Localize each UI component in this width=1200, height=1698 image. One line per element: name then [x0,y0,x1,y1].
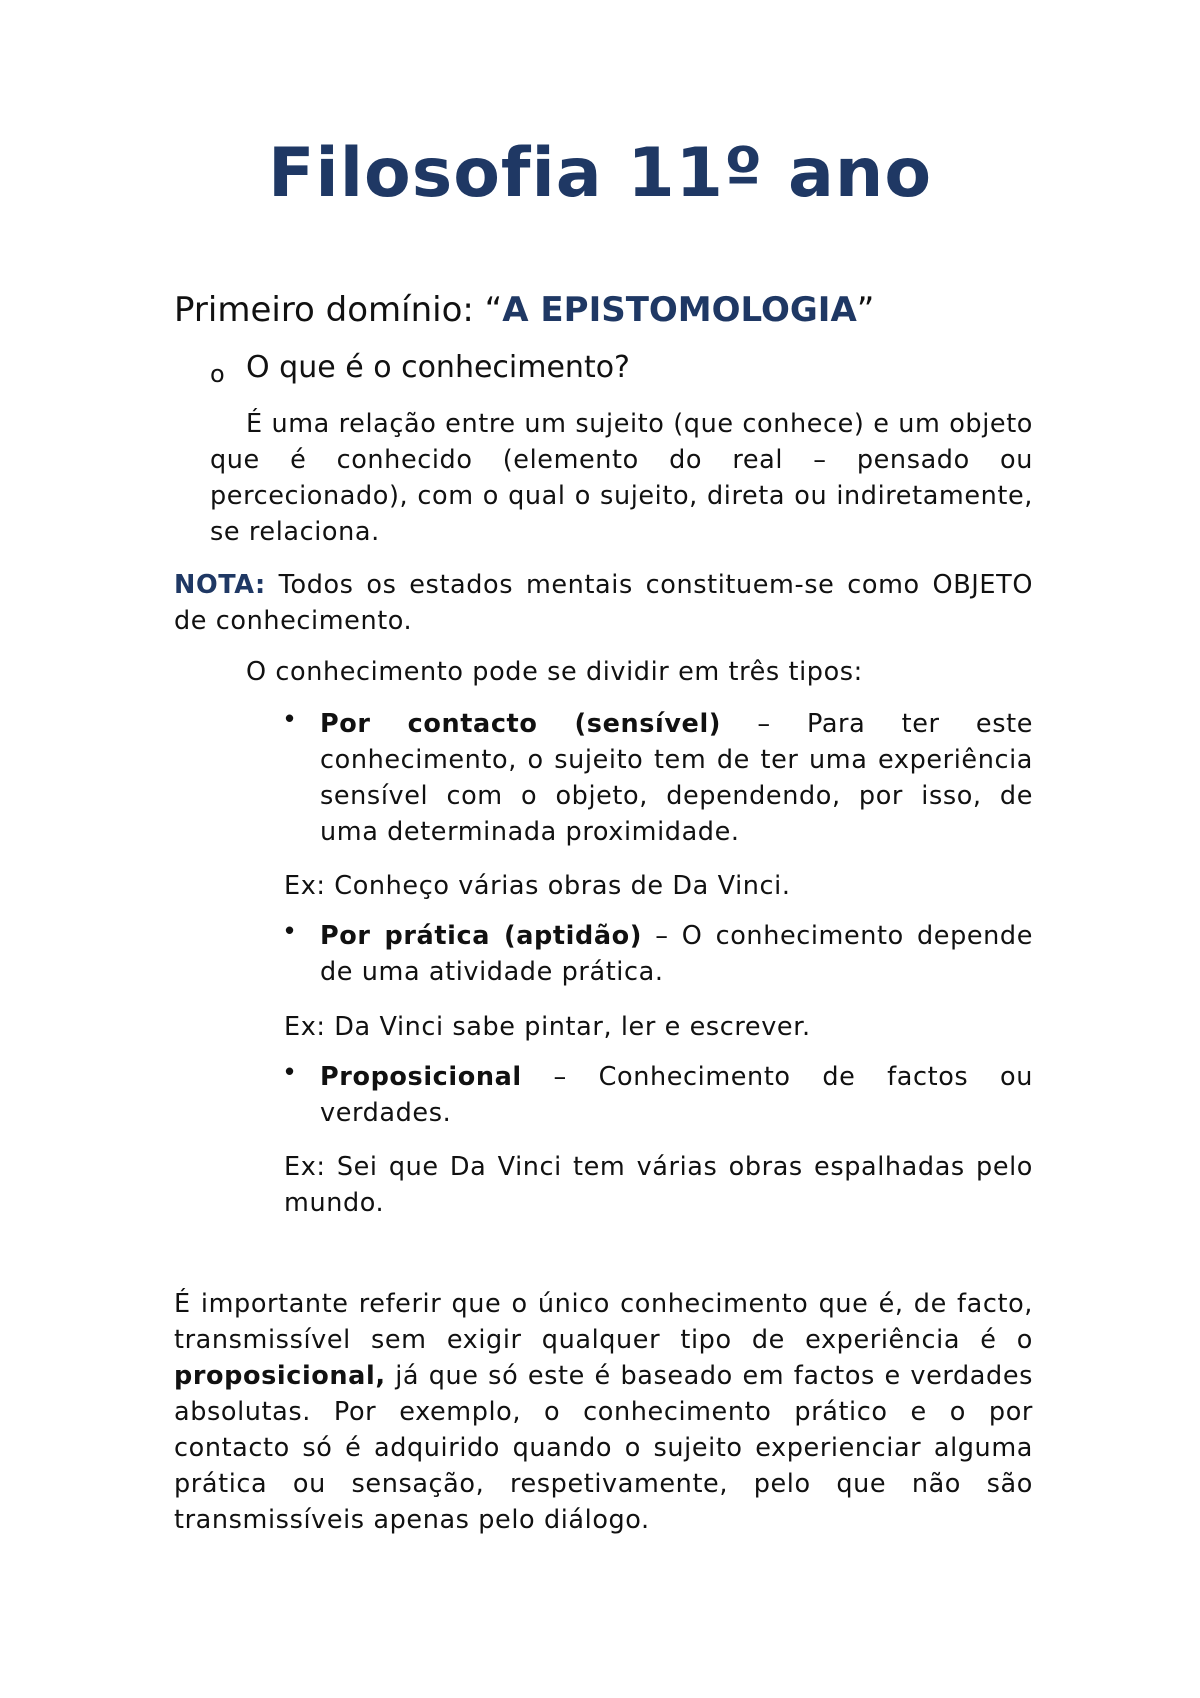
domain-heading [174,290,874,331]
type-item-practice [320,918,1033,990]
domain-suffix: ” [856,290,875,330]
type-item-contact [320,706,1033,850]
type-example: Ex: Conheço várias obras de Da Vinci. [284,871,791,901]
type-description: – O conhecimento depende de uma atividade prática. [320,921,1034,987]
type-description: – Conhecimento de factos ou verdades. [320,1062,1033,1128]
domain-prefix: Primeiro domínio: “ [174,290,503,330]
bullet-icon: • [282,1058,298,1088]
type-example: Ex: Sei que Da Vinci tem várias obras espalhadas pelo mundo. [284,1152,1033,1218]
type-name: Por contacto (sensível) [320,709,722,739]
definition-paragraph: É uma relação entre um sujeito (que conhece) e um objeto que é conhecido (elemento do real – pensado ou percecionado), com o qual o sujeito, direta ou indiretamente, se relaciona. [210,409,1033,547]
document-title: Filosofia 11º ano [267,134,933,213]
note-label: NOTA: [174,570,266,600]
note-paragraph [174,567,1033,639]
type-name: Proposicional [320,1062,522,1092]
bullet-icon: • [282,917,298,947]
conclusion-bold: proposicional, [174,1361,386,1391]
note-text: Todos os estados mentais constituem-se como OBJETO de conhecimento. [174,570,1033,636]
types-intro: O conhecimento pode se dividir em três tipos: [246,657,863,687]
circle-bullet-icon: o [210,360,225,388]
conclusion-text: É importante referir que o único conhecimento que é, de facto, transmissível sem exigir qualquer tipo de experiência é o [174,1289,1033,1355]
type-item-propositional [320,1059,1033,1131]
domain-highlight: A EPISTOMOLOGIA [502,290,857,330]
question-text: O que é o conhecimento? [246,350,630,385]
type-example: Ex: Da Vinci sabe pintar, ler e escrever. [284,1012,811,1042]
type-name: Por prática (aptidão) [320,921,643,951]
type-description: – Para ter este conhecimento, o sujeito tem de ter uma experiência sensível com o objeto, dependendo, por isso, de uma determinada proximidade. [320,709,1033,847]
conclusion-paragraph [174,1286,1033,1538]
bullet-icon: • [282,705,298,735]
conclusion-text-end: já que só este é baseado em factos e verdades absolutas. Por exemplo, o conhecimento prático e o por contacto só é adquirido quando o sujeito experienciar alguma prática ou sensação, respetivamente, pelo que não são transmissíveis apenas pelo diálogo. [174,1361,1033,1535]
